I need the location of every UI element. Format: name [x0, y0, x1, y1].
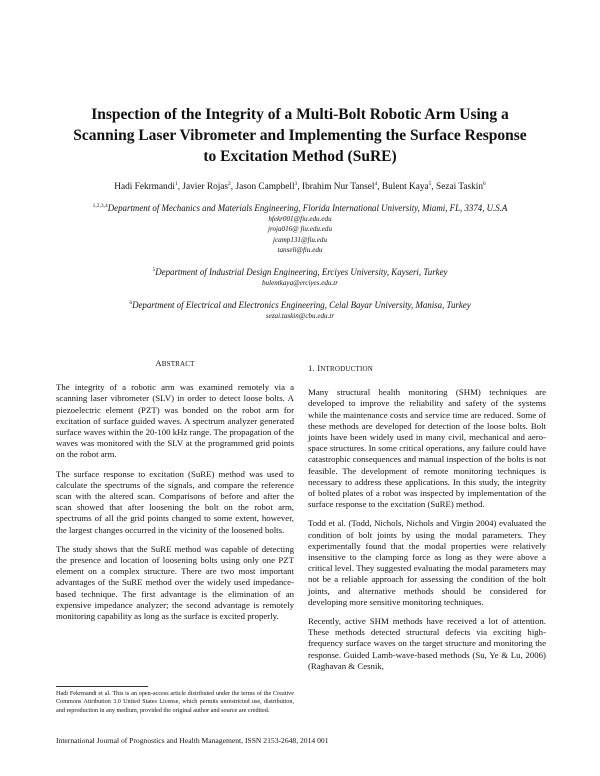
author-name: Hadi Fekrmandi	[114, 182, 175, 192]
author-sup: 1	[174, 181, 178, 187]
author-name: Ibrahim Nur Tansel	[302, 182, 375, 192]
affiliation-sup: 6	[129, 300, 133, 306]
abstract-paragraph: The integrity of a robotic arm was examined remotely via a scanning laser vibrometer (SLV) in order to detect loose bolts. A piezoelectric element (PZT) was bonded on the robot arm for excitation of surface guided waves. A spectrum analyzer generated surface waves within the 20-100 kHz range. The propagation of the waves was monitored with the SLV at the programmed grid points on the robot arm.	[56, 382, 294, 460]
author-list: Hadi Fekrmandi$^1$, Javier Rojas$^2$, Jason Campbell$^3$, Ibrahim Nur Tansel$^4$, Bulent Kaya$^5$, Sezai Taskin$^6$	[114, 181, 486, 192]
author-name: Jason Campbell	[235, 182, 295, 192]
email: jroja016@ fiu.edu.edu	[268, 225, 332, 234]
paper-title	[40, 104, 560, 167]
journal-footer: International Journal of Prognostics and Health Management, ISSN 2153-2648, 2014 001	[56, 736, 329, 745]
affiliation-sup: 5	[152, 267, 156, 273]
author-sup: 6	[483, 181, 486, 187]
section-number: 1.	[308, 363, 315, 373]
title-line: to Excitation Method (SuRE)	[203, 148, 397, 165]
affiliation-text: Department of Electrical and Electronics Engineering, Celal Bayar University, Manisa, Turkey	[132, 300, 471, 310]
introduction-heading	[308, 363, 546, 375]
affiliation-text: Department of Mechanics and Materials Engineering, Florida International University, Miami, FL, 3374, U.S.A	[107, 203, 508, 213]
email-list	[30, 311, 570, 321]
abstract-column	[56, 358, 294, 630]
author-name: Sezai Taskin	[436, 182, 483, 192]
email: bulentkaya@erciyes.edu.tr	[262, 279, 338, 287]
affiliation	[30, 200, 570, 214]
footnote-rule	[56, 686, 148, 687]
author-name: Bulent Kaya	[381, 182, 429, 192]
abstract-paragraph: The surface response to excitation (SuRE) method was used to calculate the spectrums of the signals, and compare the reference scan with the altered scan. Comparisons of before and after the scan showed that after loosening the bolt on the robot arm, spectrums of all the grid points changed to some extent, however, the largest changes occurred in the vicinity of the loosened bolts.	[56, 468, 294, 535]
introduction-heading-initial: I	[317, 363, 321, 373]
email-list	[30, 278, 570, 288]
author-sup: 3	[294, 181, 298, 187]
email: jcamp131@fiu.edu	[272, 235, 327, 244]
abstract-heading	[56, 358, 294, 370]
email-list	[30, 214, 570, 256]
introduction-heading-rest: NTRODUCTION	[320, 365, 374, 373]
email: hfekr001@fiu.edu.edu	[268, 215, 332, 223]
affiliation	[30, 264, 570, 278]
abstract-heading-rest: BSTRACT	[161, 360, 195, 368]
title-line: Scanning Laser Vibrometer and Implementing the Surface Response	[73, 127, 527, 144]
introduction-paragraph: Recently, active SHM methods have received a lot of attention. These methods detected structural defects via exciting high-frequency surface waves on the target structure and monitoring the response. Guided Lamb-wave-based methods (Su, Ye & Lu, 2006) (Raghavan & Cesnik,	[308, 616, 546, 671]
license-footnote: Hadi Fekrmandi et al. This is an open-access article distributed under the terms of the Creative Commons Attribution 3.0 United States License, which permits unrestricted use, distribution, and reproduction in any medium, provided the original author and source are credited.	[56, 690, 294, 714]
introduction-column	[308, 363, 546, 680]
introduction-paragraph: Todd et al. (Todd, Nichols, Nichols and Virgin 2004) evaluated the condition of bolt joints by using the modal parameters. They experimentally found that the modal properties were relatively insensitive to the clamping force as long as they were above a critical level. They suggested evaluating the modal parameters may not be a reliable approach for assessing the condition of the bolt joints, and alternative methods should be considered for developing more sensitive monitoring techniques.	[308, 518, 546, 607]
author-sup: 4	[374, 181, 378, 187]
author-name: Javier Rojas	[182, 182, 229, 192]
affiliation	[30, 297, 570, 311]
title-line: Inspection of the Integrity of a Multi-Bolt Robotic Arm Using a	[91, 106, 509, 123]
introduction-paragraph: Many structural health monitoring (SHM) techniques are developed to improve the reliability and safety of the systems while the maintenance costs and service time are reduced. Some of these methods are developed for detection of the loose bolts. Bolt joints have been widely used in many civil, mechanical and aero-space structures. In some critical operations, any failure could have catastrophic consequences and manual inspection of the bolts is not feasible. The development of remote monitoring techniques is necessary to address these applications. In this study, the integrity of bolted plates of a robot was inspected by implementation of the surface response to the excitation (SuRE) method.	[308, 387, 546, 510]
affiliation-text: Department of Industrial Design Engineering, Erciyes University, Kayseri, Turkey	[155, 267, 448, 277]
email: tanseli@fiu.edu	[277, 246, 323, 255]
affiliation-sup: 1,2,3,4	[92, 203, 108, 209]
author-sup: 5	[428, 181, 432, 187]
abstract-heading-initial: A	[155, 358, 162, 368]
author-sup: 2	[228, 181, 231, 187]
email: sezai.taskin@cbu.edu.tr	[265, 312, 335, 320]
abstract-paragraph: The study shows that the SuRE method was capable of detecting the presence and location of loosening bolts using only one PZT element on a complex structure. There are two most important advantages of the SuRE method over the widely used impedance-based technique. The first advantage is the elimination of an expensive impedance analyzer; the second advantage is remotely monitoring capability as long as the surface is excited properly.	[56, 543, 294, 622]
